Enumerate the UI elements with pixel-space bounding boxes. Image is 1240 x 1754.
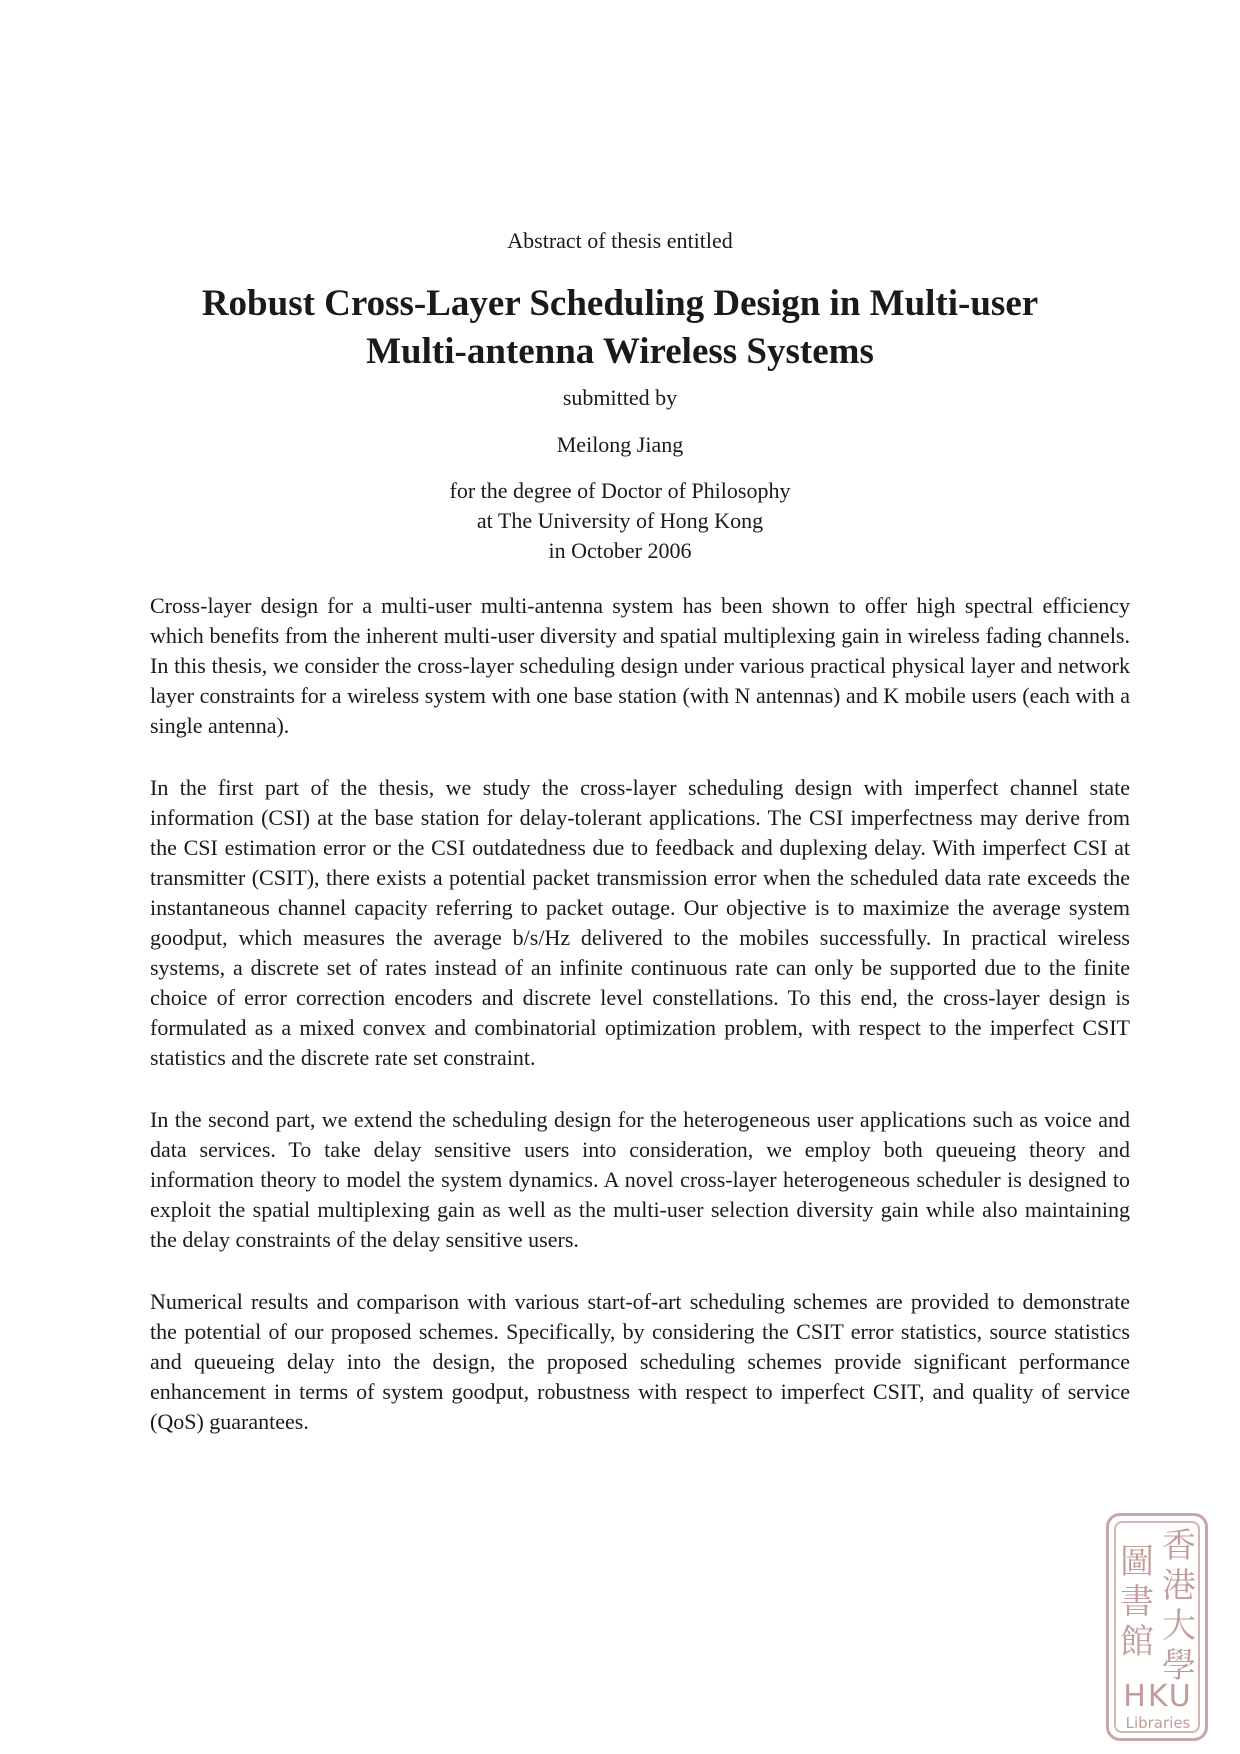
seal-char: 館	[1120, 1622, 1154, 1662]
seal-char: 港	[1162, 1566, 1196, 1606]
institution: at The University of Hong Kong	[476, 508, 764, 533]
degree-info	[0, 476, 1240, 566]
thesis-title	[0, 280, 1240, 376]
seal-right-column	[1159, 1526, 1199, 1686]
seal-char: 書	[1120, 1582, 1154, 1622]
seal-char: 學	[1162, 1646, 1196, 1686]
seal-hku-text: HKU	[1123, 1679, 1193, 1714]
seal-char: 大	[1162, 1606, 1196, 1646]
seal-left-column	[1117, 1542, 1157, 1662]
abstract-paragraph: Numerical results and comparison with various start-of-art scheduling schemes are provided to demonstrate the potential of our proposed schemes. Specifically, by considering the CSIT error statistics, source statistics and queueing delay into the design, the proposed scheduling schemes provide significant performance enhancement in terms of system goodput, robustness with respect to imperfect CSIT, and quality of service (QoS) guarantees.	[150, 1289, 1130, 1434]
hku-libraries-seal	[1106, 1513, 1208, 1741]
abstract-paragraph: In the second part, we extend the scheduling design for the heterogeneous user applications such as voice and data services. To take delay sensitive users into consideration, we employ both queueing theory and information theory to model the system dynamics. A novel cross-layer heterogeneous scheduler is designed to exploit the spatial multiplexing gain as well as the multi-user selection diversity gain while also maintaining the delay constraints of the delay sensitive users.	[150, 1107, 1130, 1252]
thesis-title-line-1: Robust Cross-Layer Scheduling Design in Multi-user	[201, 283, 1039, 324]
thesis-title-line-2: Multi-antenna Wireless Systems	[366, 331, 874, 372]
submission-date: in October 2006	[548, 538, 692, 563]
abstract-paragraph: In the first part of the thesis, we study the cross-layer scheduling design with imperfect channel state information (CSI) at the base station for delay-tolerant applications. The CSI imperfectness may derive from the CSI estimation error or the CSI outdatedness due to feedback and duplexing delay. With imperfect CSI at transmitter (CSIT), there exists a potential packet transmission error when the scheduled data rate exceeds the instantaneous channel capacity referring to packet outage. Our objective is to maximize the average system goodput, which measures the average b/s/Hz delivered to the mobiles successfully. In practical wireless systems, a discrete set of rates instead of an infinite continuous rate can only be supported due to the finite choice of error correction encoders and discrete level constellations. To this end, the cross-layer design is formulated as a mixed convex and combinatorial optimization problem, with respect to the imperfect CSIT statistics and the discrete rate set constraint.	[150, 775, 1130, 1070]
abstract-body	[150, 591, 1130, 1469]
seal-char: 圖	[1120, 1542, 1154, 1582]
submitted-by: submitted by	[562, 385, 678, 410]
abstract-paragraph: Cross-layer design for a multi-user multi-antenna system has been shown to offer high spectral efficiency which benefits from the inherent multi-user diversity and spatial multiplexing gain in wireless fading channels. In this thesis, we consider the cross-layer scheduling design under various practical physical layer and network layer constraints for a wireless system with one base station (with N antennas) and K mobile users (each with a single antenna).	[150, 593, 1130, 738]
seal-libraries-text: Libraries	[1125, 1714, 1191, 1732]
author-name: Meilong Jiang	[556, 432, 684, 457]
seal-char: 香	[1162, 1526, 1196, 1566]
degree: for the degree of Doctor of Philosophy	[449, 478, 791, 503]
abstract-kicker: Abstract of thesis entitled	[507, 228, 733, 253]
